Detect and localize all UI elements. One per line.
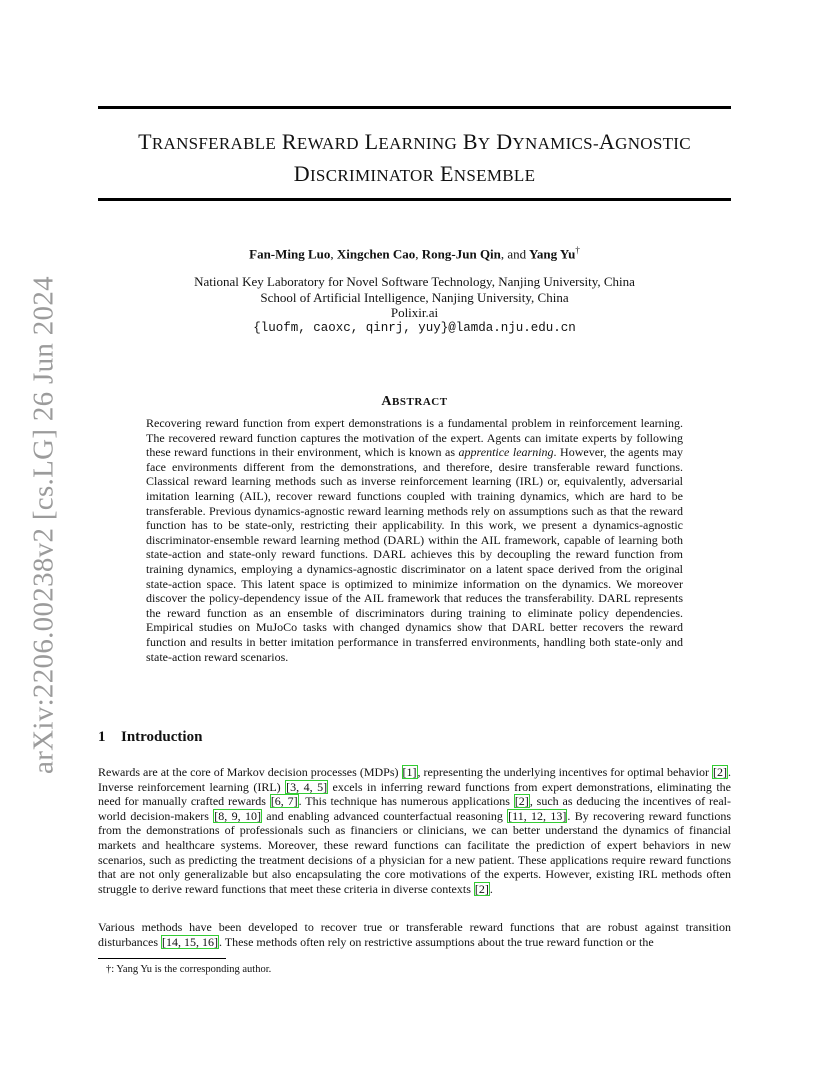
author-emails: {luofm, caoxc, qinrj, yuy}@lamda.nju.edu.cn: [253, 320, 576, 335]
citation-link[interactable]: [2]: [713, 765, 727, 779]
affiliation-line: School of Artificial Intelligence, Nanjing University, China: [260, 289, 569, 305]
affiliation-line: Polixir.ai: [390, 305, 439, 320]
paper-title: [98, 127, 731, 191]
citation-link[interactable]: [6, 7]: [270, 794, 298, 809]
title-line-1: TRANSFERABLE REWARD LEARNING BY DYNAMICS-AGNOSTIC: [138, 129, 691, 154]
citation-link[interactable]: [1]: [402, 765, 417, 779]
arxiv-identifier: arXiv:2206.00238v2 [cs.LG] 26 Jun 2024: [27, 276, 60, 774]
footnote-mark: †: [575, 245, 580, 255]
title-line-2: DISCRIMINATOR ENSEMBLE: [293, 161, 536, 186]
emphasis-term: apprentice learning: [458, 445, 554, 460]
author-name: Xingchen Cao: [336, 246, 416, 262]
citation-link[interactable]: [14, 15, 16]: [161, 934, 218, 949]
author-list: Fan-Ming Luo, Xingchen Cao, Rong-Jun Qin, and Yang Yu†: [249, 245, 580, 262]
intro-paragraph-1: Rewards are at the core of Markov decision processes (MDPs) [1], representing the underlying incentives for optimal behavior [2]. Inverse reinforcement learning (IRL) [3, 4, 5] excels in inferring reward functions from expert demonstrations, eliminating the need for manually crafted rewards [6, 7]. This technique has numerous applications [2], such as deducing the incentives of real-world decision-makers [8, 9, 10] and enabling advanced counterfactual reasoning [11, 12, 13]. By recovering reward functions from the demonstrations of professionals such as financiers or clinicians, we can better understand the dynamics of financial markets and healthcare systems. Moreover, these reward functions can facilitate the prediction of expert behaviors in new scenarios, such as predicting the treatment decisions of a physician for a new patient. These applications require reward functions that are not only generalizable but also encapsulating the core motivations of the experts. However, existing IRL methods often struggle to derive reward functions that meet these criteria in diverse contexts [2].: [98, 765, 732, 896]
footnote: †: Yang Yu is the corresponding author.: [106, 964, 272, 975]
footnote-rule: [98, 958, 226, 959]
section-number: 1: [98, 729, 106, 745]
affiliations: [98, 274, 731, 336]
citation-link[interactable]: [11, 12, 13]: [508, 808, 567, 823]
affiliation-line: National Key Laboratory for Novel Software Technology, Nanjing University, China: [194, 274, 635, 289]
author-name: Fan-Ming Luo: [249, 246, 331, 262]
author-name: Yang Yu: [528, 246, 576, 262]
title-rule-top: [98, 106, 731, 109]
section-heading: [98, 729, 202, 746]
section-title: Introduction: [121, 729, 203, 745]
citation-link[interactable]: [3, 4, 5]: [286, 779, 328, 794]
citation-link[interactable]: [8, 9, 10]: [214, 808, 261, 823]
author-name: Rong-Jun Qin: [421, 246, 501, 262]
intro-paragraph-2: Various methods have been developed to recover true or transferable reward functions that are robust against transition disturbances [14, 15, 16]. These methods often rely on restrictive assumptions about the true reward function or the: [98, 920, 731, 949]
abstract-text: Recovering reward function from expert demonstrations is a fundamental problem in reinforcement learning. The recovered reward function captures the motivation of the expert. Agents can imitate experts by following these reward functions in their environment, which is known as apprentice learning. However, the agents may face environments different from the demonstrations, and therefore, desire transferable reward functions. Classical reward learning methods such as inverse reinforcement learning (IRL) or, equivalently, adversarial imitation learning (AIL), recover reward functions coupled with training dynamics, which are hard to be transferable. Previous dynamics-agnostic reward learning methods rely on assumptions such as that the reward function has to be state-only, restricting their applicability. In this work, we present a dynamics-agnostic discriminator-ensemble reward learning method (DARL) within the AIL framework, capable of learning both state-action and state-only reward functions. DARL achieves this by decoupling the reward function from training dynamics, employing a dynamics-agnostic discriminator on a latent space derived from the original state-action space. This latent space is optimized to minimize information on the dynamics. We moreover discover the policy-dependency issue of the AIL framework that reduces the transferability. DARL represents the reward function as an ensemble of discriminators during training to eliminate policy dependencies. Empirical studies on MuJoCo tasks with changed dynamics show that DARL better recovers the reward function and results in better imitation performance in transferred environments, handling both state-only and state-action reward scenarios.: [146, 416, 683, 664]
abstract-heading: ABSTRACT: [381, 394, 448, 409]
citation-link[interactable]: [2]: [514, 794, 529, 809]
citation-link[interactable]: [2]: [474, 881, 489, 896]
title-rule-bottom: [98, 198, 731, 201]
